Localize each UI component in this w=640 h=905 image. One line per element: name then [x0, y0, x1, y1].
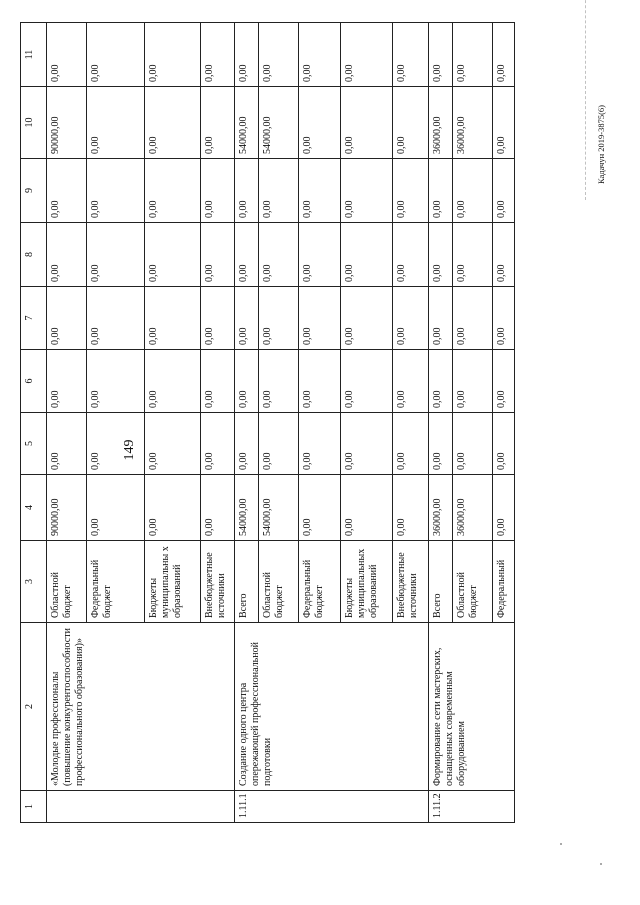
amount-cell: 36000,00	[429, 475, 453, 541]
column-header: 4	[21, 475, 47, 541]
amount-cell: 0,00	[493, 475, 515, 541]
amount-cell: 0,00	[453, 350, 493, 413]
amount-cell: 0,00	[235, 287, 259, 350]
amount-cell: 0,00	[341, 23, 393, 87]
table-row	[235, 23, 259, 823]
amount-cell: 0,00	[453, 287, 493, 350]
amount-cell: 0,00	[299, 23, 341, 87]
header-row	[21, 23, 47, 823]
amount-cell: 0,00	[201, 287, 235, 350]
amount-cell: 0,00	[299, 413, 341, 475]
funding-source: Всего	[429, 541, 453, 623]
amount-cell: 0,00	[47, 159, 87, 223]
amount-cell: 54000,00	[259, 87, 299, 159]
column-header: 8	[21, 223, 47, 287]
amount-cell: 0,00	[429, 23, 453, 87]
amount-cell: 0,00	[145, 287, 201, 350]
amount-cell: 0,00	[341, 413, 393, 475]
scan-artifact-dot	[600, 863, 602, 865]
amount-cell: 0,00	[87, 287, 145, 350]
item-name: «Молодые профессионалы (повышение конкурентоспособности профессионального образования)»	[47, 623, 235, 791]
column-header: 5	[21, 413, 47, 475]
amount-cell: 54000,00	[235, 475, 259, 541]
amount-cell: 0,00	[47, 223, 87, 287]
amount-cell: 0,00	[393, 87, 429, 159]
amount-cell: 0,00	[145, 159, 201, 223]
amount-cell: 0,00	[341, 475, 393, 541]
amount-cell: 0,00	[493, 350, 515, 413]
amount-cell: 0,00	[145, 350, 201, 413]
amount-cell: 0,00	[341, 87, 393, 159]
amount-cell: 0,00	[259, 350, 299, 413]
amount-cell: 0,00	[299, 350, 341, 413]
amount-cell: 0,00	[341, 350, 393, 413]
amount-cell: 0,00	[393, 287, 429, 350]
amount-cell: 0,00	[493, 159, 515, 223]
amount-cell: 0,00	[47, 350, 87, 413]
amount-cell: 0,00	[259, 287, 299, 350]
document-code: Кадачун 2019-3875(6)	[596, 105, 606, 185]
amount-cell: 0,00	[145, 23, 201, 87]
amount-cell: 0,00	[341, 287, 393, 350]
amount-cell: 0,00	[201, 413, 235, 475]
funding-source: Федеральный бюджет	[299, 541, 341, 623]
funding-source: Областной бюджет	[47, 541, 87, 623]
amount-cell: 0,00	[145, 87, 201, 159]
amount-cell: 0,00	[493, 87, 515, 159]
table-body	[21, 23, 515, 823]
budget-table	[20, 22, 515, 823]
amount-cell: 36000,00	[429, 87, 453, 159]
funding-source: Внебюджетные источники	[393, 541, 429, 623]
item-code: 1.11.1	[235, 791, 429, 823]
amount-cell: 0,00	[429, 223, 453, 287]
table-row	[429, 23, 453, 823]
column-header: 9	[21, 159, 47, 223]
scan-artifact-dot	[560, 843, 562, 845]
amount-cell: 0,00	[145, 223, 201, 287]
amount-cell: 0,00	[201, 87, 235, 159]
amount-cell: 0,00	[393, 159, 429, 223]
funding-source: Федеральный	[493, 541, 515, 623]
amount-cell: 0,00	[201, 350, 235, 413]
amount-cell: 0,00	[259, 413, 299, 475]
amount-cell: 36000,00	[453, 87, 493, 159]
amount-cell: 0,00	[393, 413, 429, 475]
funding-source: Внебюджетные источники	[201, 541, 235, 623]
amount-cell: 0,00	[493, 287, 515, 350]
column-header: 1	[21, 791, 47, 823]
amount-cell: 0,00	[201, 159, 235, 223]
amount-cell: 0,00	[201, 223, 235, 287]
amount-cell: 0,00	[201, 475, 235, 541]
funding-source: Бюджеты муниципальны х образований	[145, 541, 201, 623]
amount-cell: 0,00	[453, 159, 493, 223]
amount-cell: 0,00	[201, 23, 235, 87]
item-code	[47, 791, 235, 823]
amount-cell: 0,00	[235, 350, 259, 413]
amount-cell: 0,00	[259, 159, 299, 223]
amount-cell: 0,00	[87, 350, 145, 413]
amount-cell: 90000,00	[47, 87, 87, 159]
table-row	[47, 23, 87, 823]
amount-cell: 0,00	[429, 287, 453, 350]
amount-cell: 0,00	[299, 287, 341, 350]
amount-cell: 0,00	[393, 23, 429, 87]
amount-cell: 0,00	[393, 350, 429, 413]
item-code: 1.11.2	[429, 791, 515, 823]
amount-cell: 0,00	[87, 413, 145, 475]
scan-artifact-line	[585, 0, 587, 200]
amount-cell: 0,00	[235, 223, 259, 287]
amount-cell: 0,00	[145, 413, 201, 475]
item-name: Формирование сети мастерских, оснащенных современным оборудованием	[429, 623, 515, 791]
amount-cell: 0,00	[299, 87, 341, 159]
amount-cell: 0,00	[493, 413, 515, 475]
amount-cell: 0,00	[87, 87, 145, 159]
amount-cell: 0,00	[235, 413, 259, 475]
page-number: 149	[122, 439, 137, 461]
funding-source: Областной бюджет	[453, 541, 493, 623]
amount-cell: 0,00	[429, 413, 453, 475]
column-header: 11	[21, 23, 47, 87]
amount-cell: 0,00	[429, 159, 453, 223]
amount-cell: 0,00	[393, 223, 429, 287]
funding-source: Областной бюджет	[259, 541, 299, 623]
amount-cell: 0,00	[299, 475, 341, 541]
amount-cell: 54000,00	[259, 475, 299, 541]
amount-cell: 0,00	[299, 223, 341, 287]
amount-cell: 0,00	[429, 350, 453, 413]
amount-cell: 0,00	[47, 23, 87, 87]
amount-cell: 0,00	[453, 413, 493, 475]
amount-cell: 0,00	[453, 223, 493, 287]
column-header: 6	[21, 350, 47, 413]
amount-cell: 0,00	[259, 223, 299, 287]
amount-cell: 0,00	[87, 23, 145, 87]
item-name: Создание одного центра опережающей профессиональной подготовки	[235, 623, 429, 791]
funding-source: Бюджеты муниципальных образований	[341, 541, 393, 623]
column-header: 7	[21, 287, 47, 350]
amount-cell: 0,00	[47, 287, 87, 350]
amount-cell: 0,00	[87, 159, 145, 223]
amount-cell: 36000,00	[453, 475, 493, 541]
amount-cell: 0,00	[87, 223, 145, 287]
column-header: 10	[21, 87, 47, 159]
column-header: 3	[21, 541, 47, 623]
amount-cell: 0,00	[47, 413, 87, 475]
amount-cell: 0,00	[87, 475, 145, 541]
column-header: 2	[21, 623, 47, 791]
amount-cell: 0,00	[393, 475, 429, 541]
funding-source: Всего	[235, 541, 259, 623]
amount-cell: 0,00	[493, 223, 515, 287]
amount-cell: 0,00	[235, 159, 259, 223]
amount-cell: 0,00	[341, 223, 393, 287]
amount-cell: 0,00	[341, 159, 393, 223]
amount-cell: 0,00	[493, 23, 515, 87]
amount-cell: 0,00	[299, 159, 341, 223]
amount-cell: 0,00	[259, 23, 299, 87]
amount-cell: 0,00	[145, 475, 201, 541]
amount-cell: 0,00	[453, 23, 493, 87]
amount-cell: 0,00	[235, 23, 259, 87]
amount-cell: 54000,00	[235, 87, 259, 159]
amount-cell: 90000,00	[47, 475, 87, 541]
funding-source: Федеральный бюджет	[87, 541, 145, 623]
